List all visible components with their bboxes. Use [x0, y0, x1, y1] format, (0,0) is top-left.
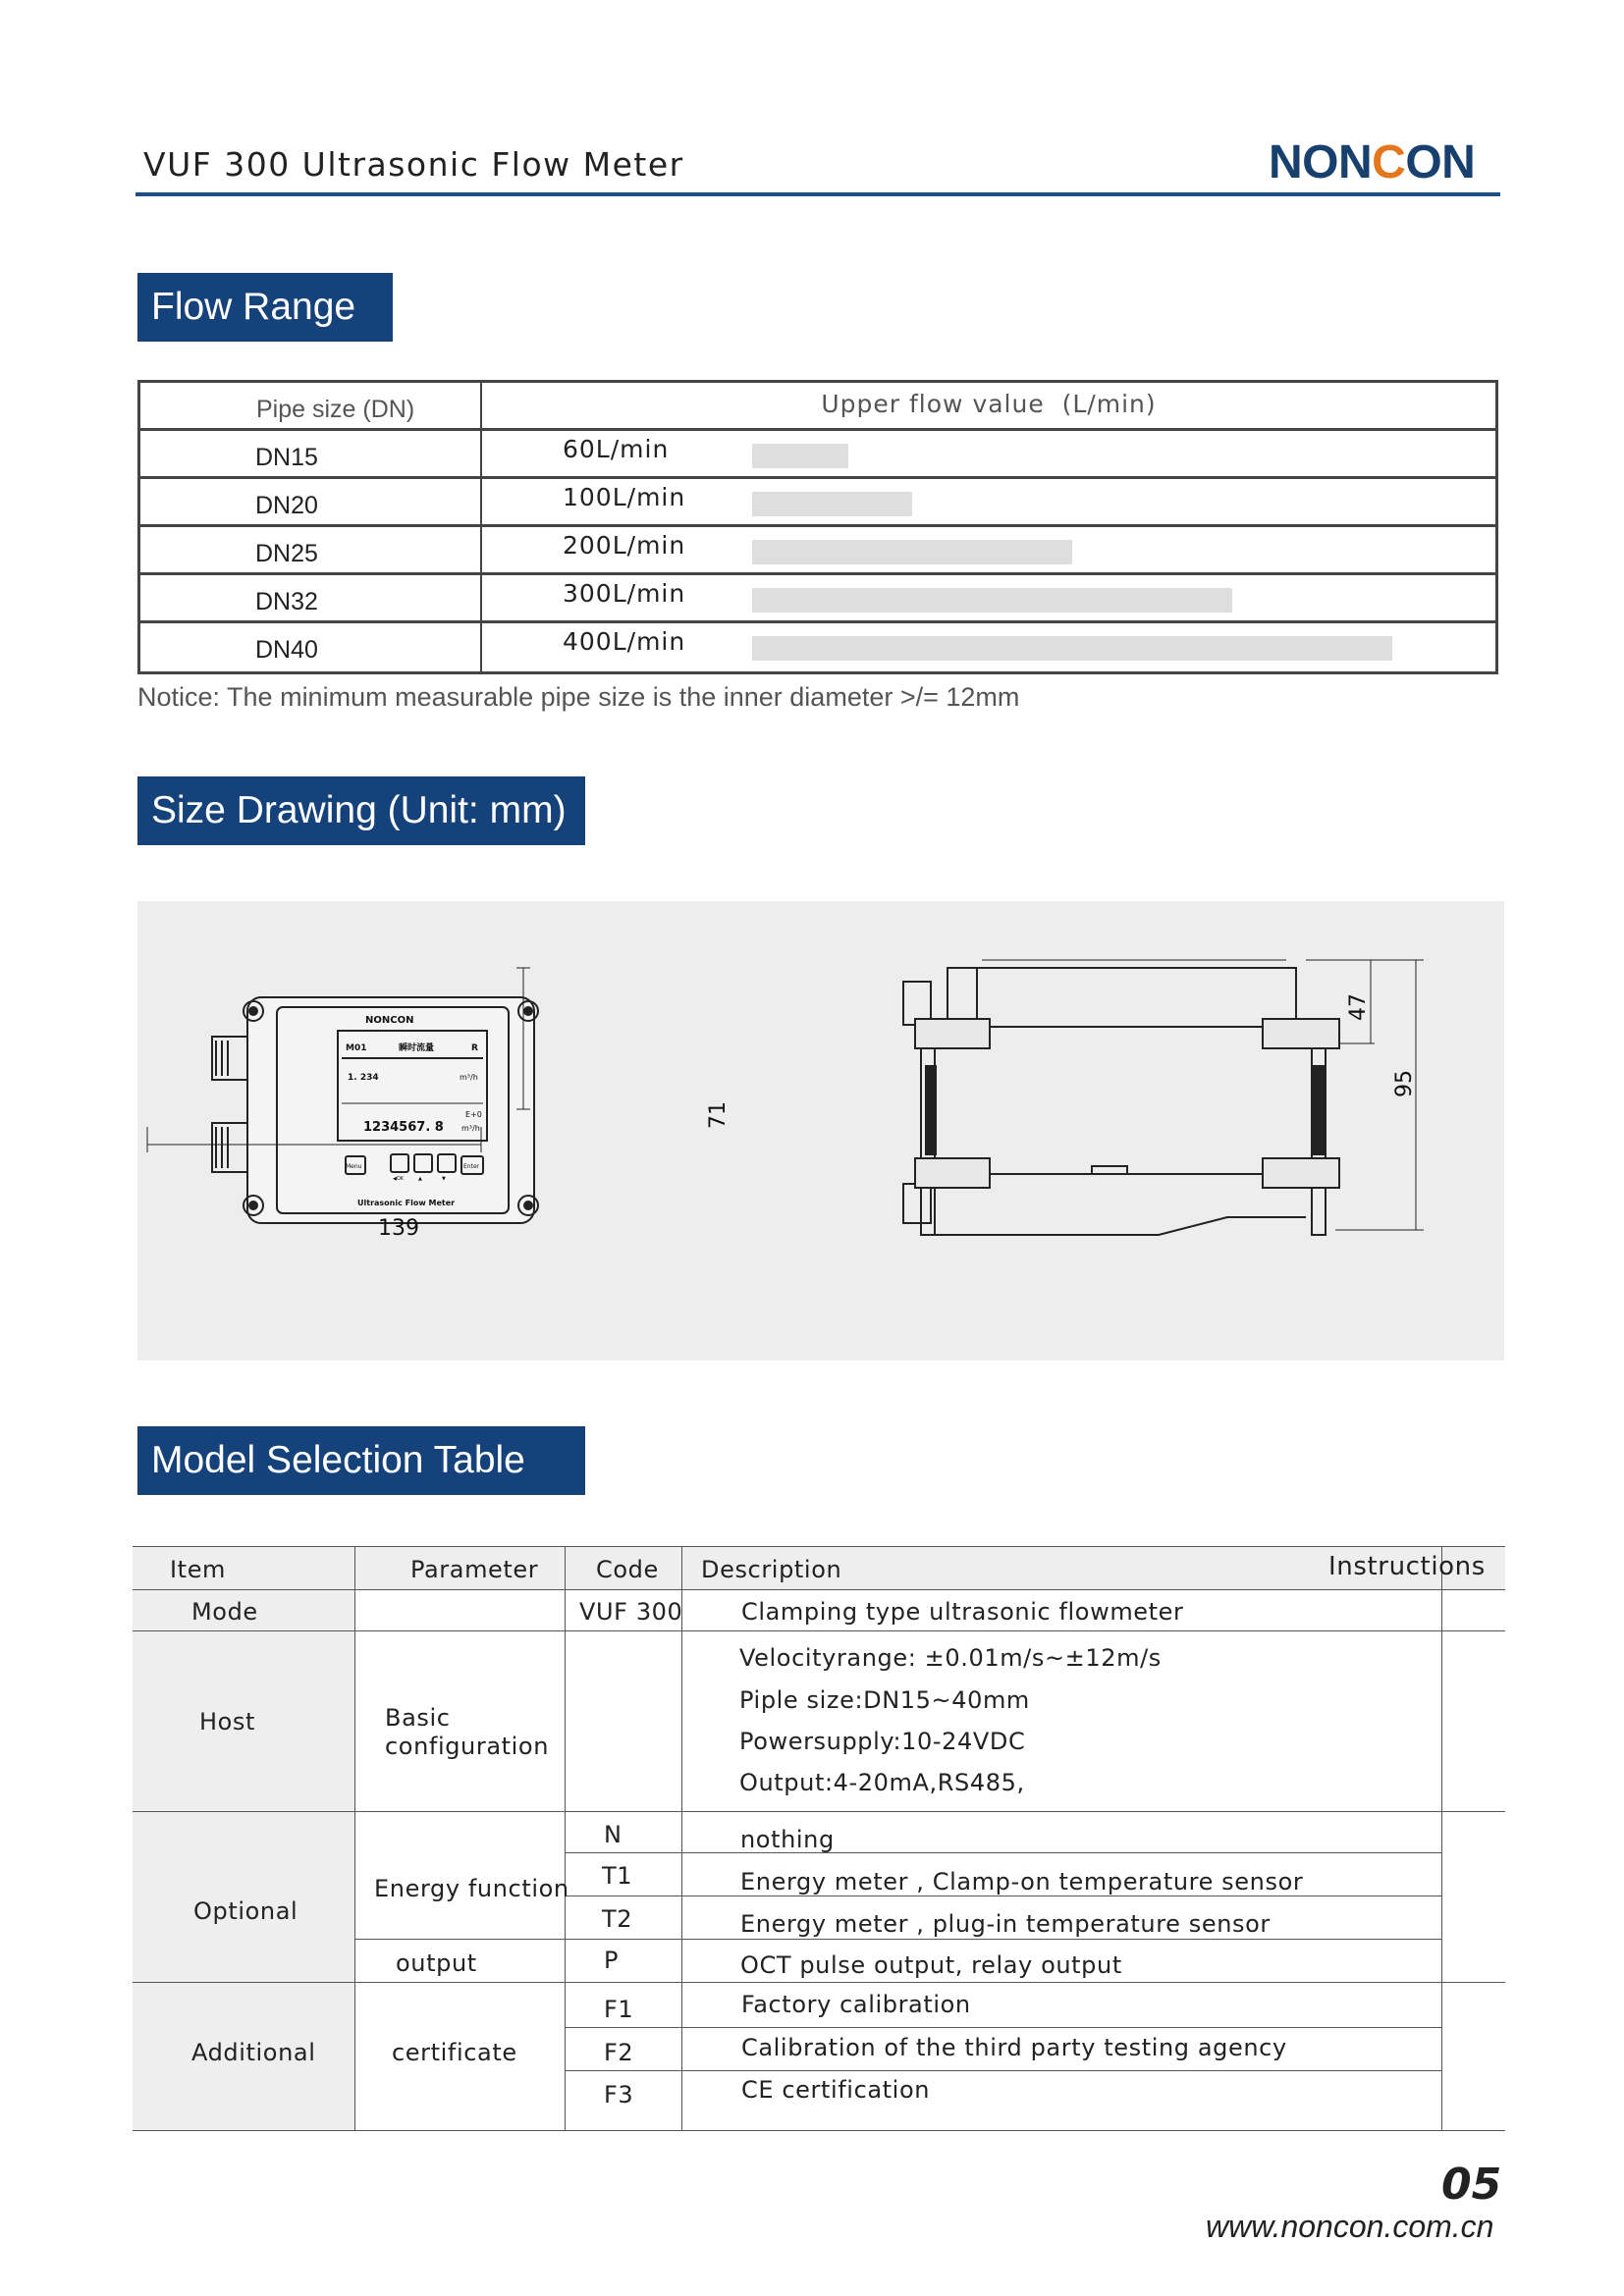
side-clamp-top-left [915, 1019, 990, 1048]
flow-bar [752, 588, 1232, 613]
width-dimension-label: 139 [378, 1216, 419, 1241]
flow-bar [752, 492, 912, 516]
pipe-size-cell: DN25 [140, 527, 482, 572]
device-logo: NONCON [365, 1015, 414, 1026]
flow-value-cell: 300L/min [563, 579, 686, 608]
flow-value-cell: 200L/min [563, 531, 686, 560]
cable-gland-top [212, 1037, 247, 1080]
screen-label: 瞬时流量 [399, 1043, 435, 1053]
side-top-housing [947, 968, 1316, 1043]
model-table-heading: Model Selection Table [137, 1426, 585, 1495]
code-p: P [604, 1947, 620, 1974]
height-dimension-label: 71 [706, 1101, 731, 1129]
flow-bar [752, 444, 848, 468]
header-item: Item [170, 1556, 227, 1583]
upper-height-label: 47 [1346, 993, 1371, 1021]
pipe-size-cell: DN20 [140, 479, 482, 524]
energy-function-param: Energy function [374, 1875, 569, 1902]
table-row [140, 575, 1495, 623]
host-param-line2: configuration [385, 1733, 549, 1760]
document-title: VUF 300 Ultrasonic Flow Meter [143, 145, 684, 184]
pipe-size-cell: DN40 [140, 623, 482, 671]
total-exponent: E+0 [465, 1110, 482, 1119]
flow-value-cell: 60L/min [563, 435, 670, 463]
total-height-label: 95 [1392, 1070, 1417, 1097]
model-selection-table [133, 1546, 1505, 2131]
screen-mode: R [471, 1043, 478, 1053]
flow-value-cell: 400L/min [563, 627, 686, 656]
logo-part-3: ON [1405, 136, 1476, 188]
pipe-size-header: Pipe size (DN) [140, 383, 482, 428]
header-divider [135, 192, 1500, 196]
flow-range-heading: Flow Range [137, 273, 393, 342]
total-reading: 1234567. 8 [363, 1120, 444, 1135]
header-parameter: Parameter [410, 1556, 539, 1583]
front-view [147, 968, 538, 1223]
code-t2: T2 [602, 1905, 633, 1933]
desc-n: nothing [740, 1826, 835, 1853]
host-desc-output: Output:4-20mA,RS485, [739, 1769, 1025, 1796]
notice-text: Notice: The minimum measurable pipe size is the inner diameter >/= 12mm [137, 682, 1020, 712]
output-param: output [396, 1949, 477, 1977]
desc-t1: Energy meter , Clamp-on temperature sensor [740, 1868, 1304, 1896]
side-base-outline [933, 1217, 1306, 1235]
host-param-line1: Basic [385, 1704, 451, 1732]
size-drawing-heading: Size Drawing (Unit: mm) [137, 776, 585, 845]
up-key-label: ▲ [418, 1176, 422, 1182]
code-f1: F1 [604, 1996, 634, 2023]
code-n: N [604, 1821, 623, 1848]
screen-id: M01 [346, 1043, 367, 1053]
host-desc-power: Powersupply:10-24VDC [739, 1728, 1026, 1755]
logo-part-1: NON [1269, 136, 1373, 188]
size-drawing-svg [137, 901, 1504, 1361]
side-clamp-bottom-left [915, 1158, 990, 1188]
code-t1: T1 [602, 1862, 633, 1890]
code-f3: F3 [604, 2081, 634, 2109]
host-desc-velocity: Velocityrange: ±0.01m/s~±12m/s [739, 1644, 1162, 1672]
size-drawing-panel [137, 901, 1504, 1361]
desc-p: OCT pulse output, relay output [740, 1951, 1122, 1979]
desc-t2: Energy meter , plug-in temperature sensor [740, 1910, 1271, 1938]
additional-item: Additional [191, 2039, 316, 2066]
flow-range-table [137, 380, 1498, 674]
menu-key-label: Menu [346, 1163, 362, 1170]
total-unit: m³/h [461, 1124, 480, 1133]
desc-f2: Calibration of the third party testing agency [741, 2034, 1287, 2061]
website-url: www.noncon.com.cn [1206, 2209, 1494, 2244]
host-desc-pipe-size: Piple size:DN15~40mm [739, 1686, 1030, 1714]
flow-bar [752, 540, 1072, 564]
mode-code: VUF 300 [579, 1598, 683, 1626]
device-caption: Ultrasonic Flow Meter [357, 1199, 456, 1207]
pipe-size-cell: DN32 [140, 575, 482, 620]
left-key-label: ◀OK [393, 1176, 405, 1182]
noncon-logo [1269, 135, 1475, 189]
logo-part-2: C [1372, 136, 1406, 188]
flow-value-cell: 100L/min [563, 483, 686, 511]
upper-flow-header: Upper flow value (L/min) [821, 390, 1157, 418]
mode-description: Clamping type ultrasonic flowmeter [741, 1598, 1184, 1626]
flow-reading-unit: m³/h [460, 1073, 478, 1082]
desc-f1: Factory calibration [741, 1991, 971, 2018]
optional-item: Optional [193, 1897, 298, 1925]
flow-reading: 1. 234 [348, 1073, 379, 1083]
host-item: Host [199, 1708, 256, 1735]
table-row [140, 527, 1495, 575]
table-row [140, 479, 1495, 527]
desc-f3: CE certification [741, 2076, 931, 2104]
enter-key-label: Enter [463, 1163, 480, 1170]
mode-item: Mode [191, 1598, 258, 1626]
header-instructions: Instructions [1328, 1552, 1486, 1581]
side-clamp-top-right [1263, 1019, 1339, 1048]
certificate-param: certificate [392, 2039, 517, 2066]
page-number: 05 [1441, 2160, 1502, 2210]
header-code: Code [596, 1556, 659, 1583]
code-f2: F2 [604, 2039, 634, 2066]
pipe-size-cell: DN15 [140, 431, 482, 476]
header-description: Description [701, 1556, 842, 1583]
cable-gland-bottom [212, 1123, 247, 1172]
side-clamp-bottom-right [1263, 1158, 1339, 1188]
down-key-label: ▼ [442, 1176, 446, 1182]
side-gland-bottom [903, 1184, 931, 1223]
table-row [140, 623, 1495, 671]
table-row [140, 431, 1495, 479]
flow-bar [752, 636, 1392, 661]
flow-range-header-row [140, 383, 1495, 431]
